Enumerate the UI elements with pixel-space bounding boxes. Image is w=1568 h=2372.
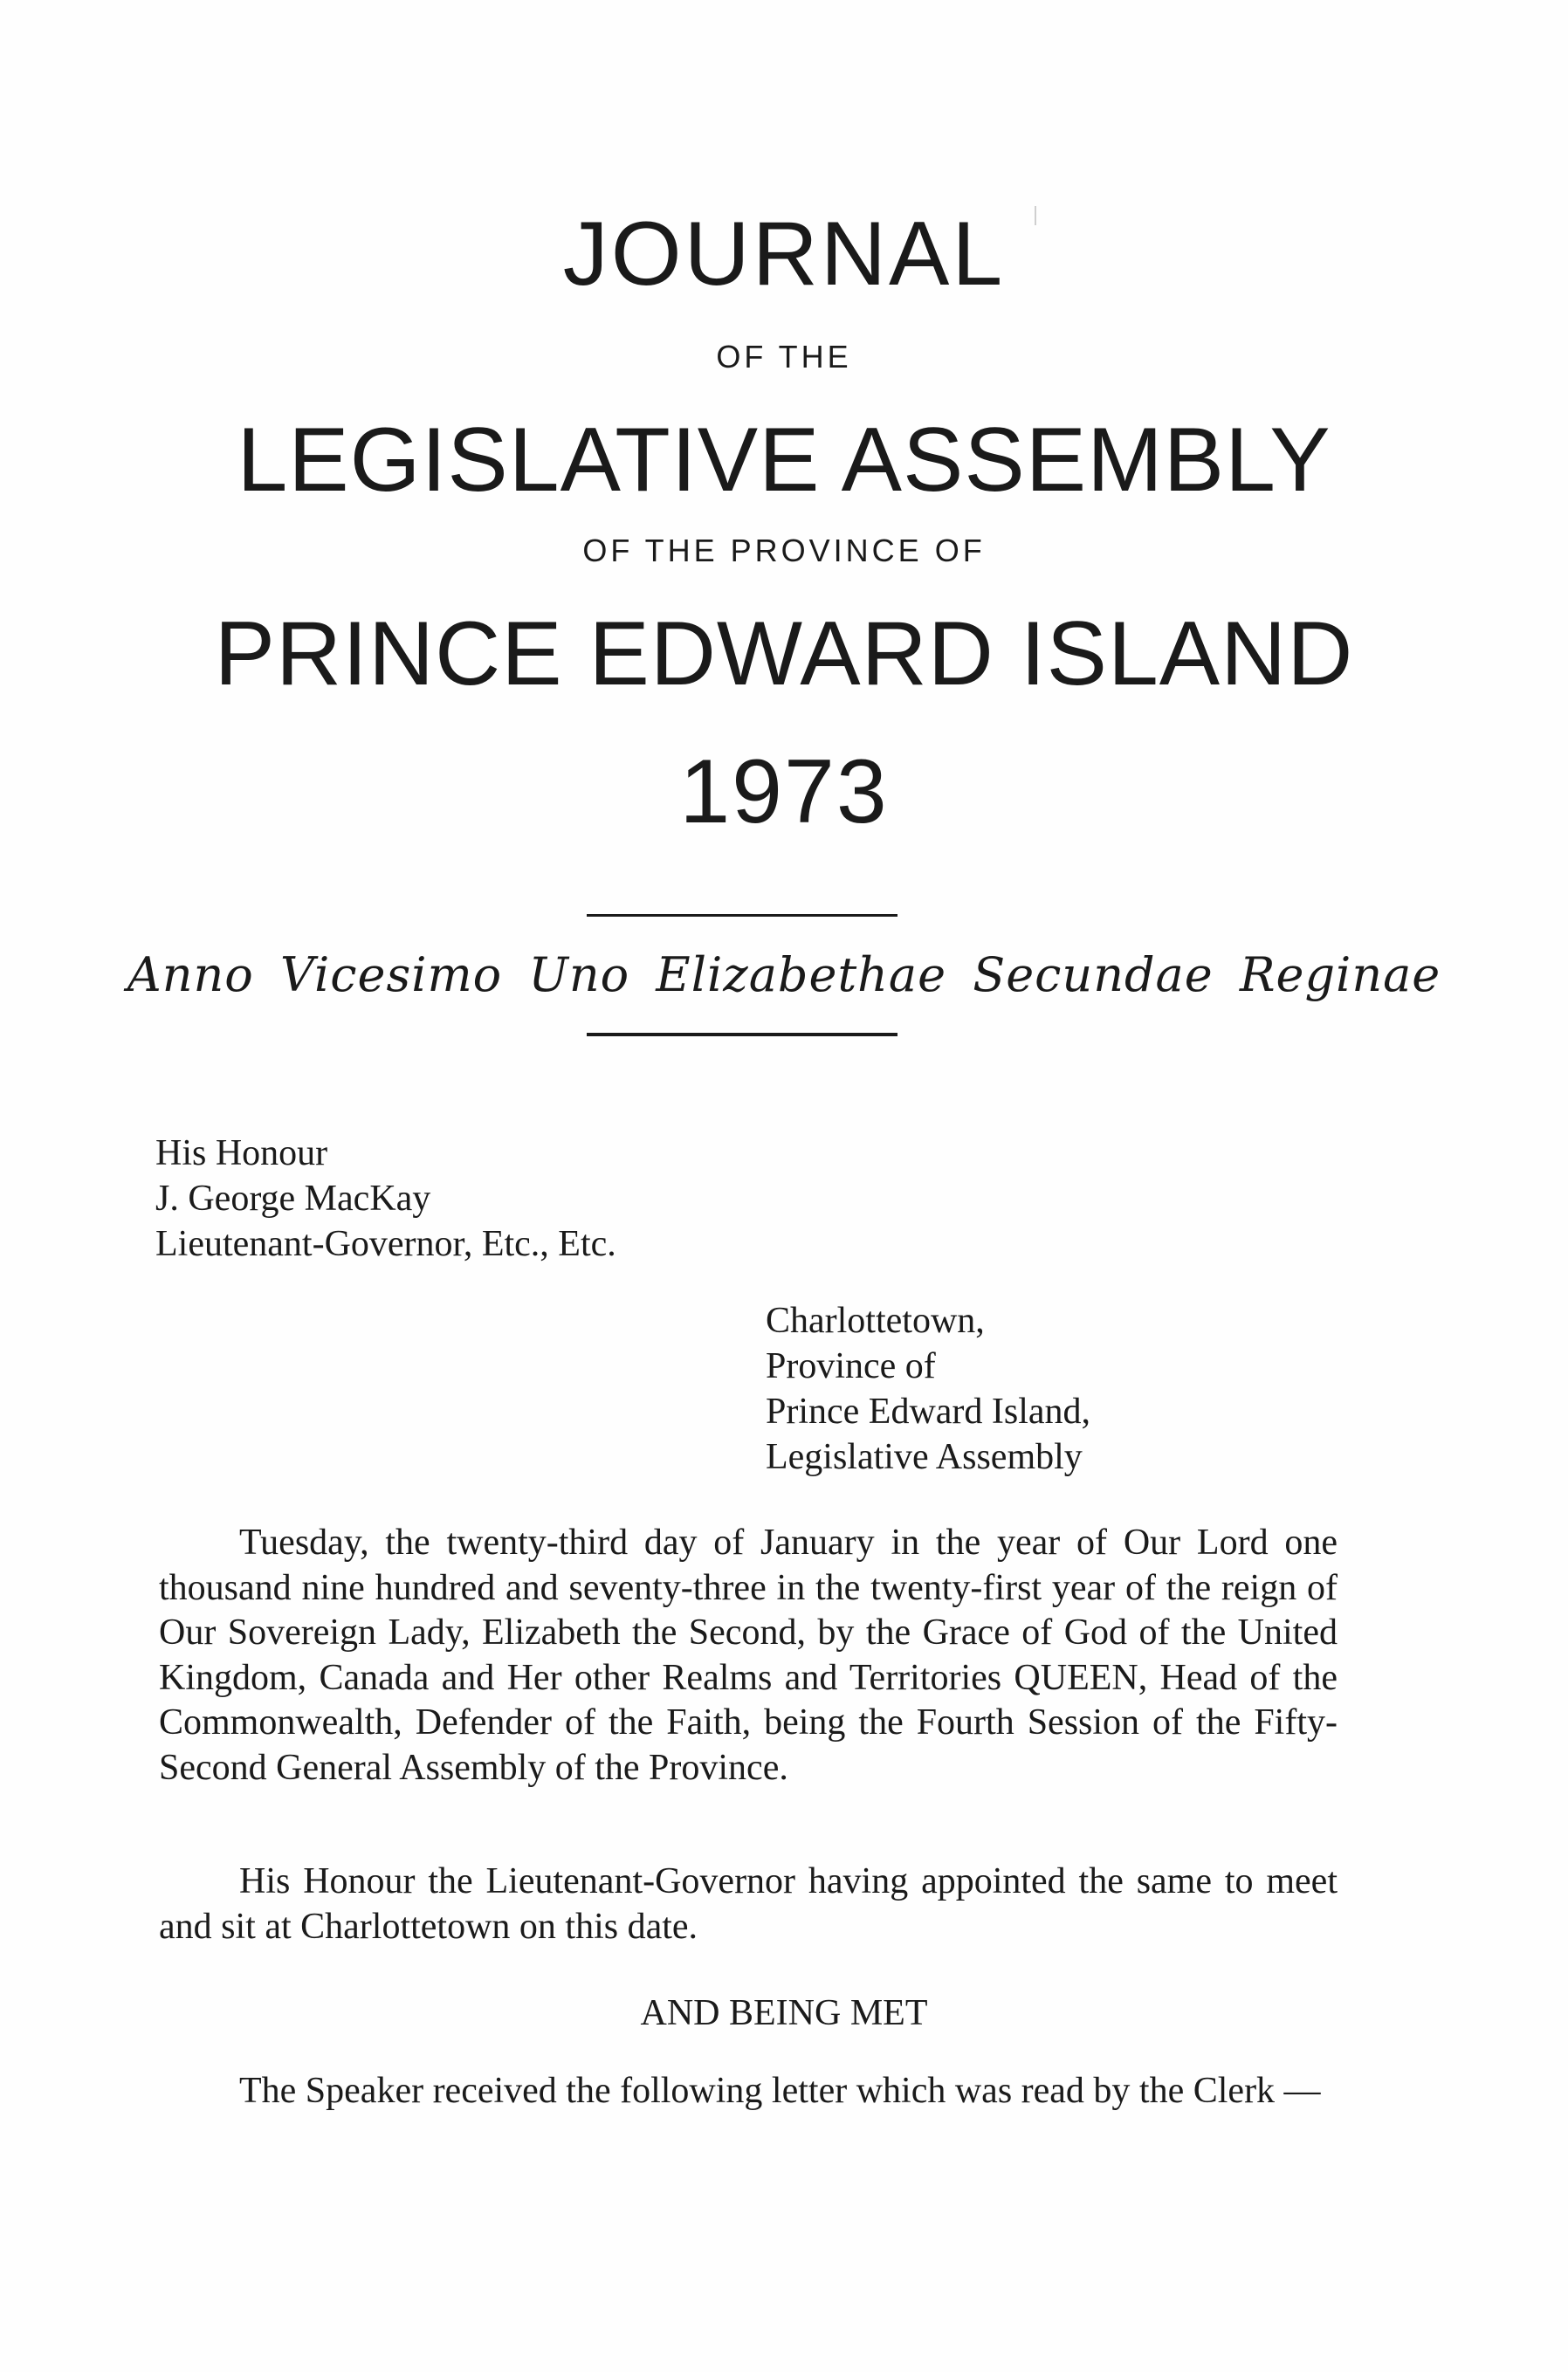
place-line-3: Prince Edward Island, xyxy=(766,1392,1091,1432)
appointment-paragraph-text: His Honour the Lieutenant-Governor having appointed the same to meet and sit at Charlottetown on this date. xyxy=(159,1861,1338,1947)
addressee-block xyxy=(155,1131,616,1267)
section-heading: AND BEING MET xyxy=(640,1993,928,2033)
year-title: 1973 xyxy=(679,741,889,842)
opening-paragraph xyxy=(159,1521,1338,1791)
of-the-province-of-label: OF THE PROVINCE OF xyxy=(582,533,986,568)
of-the-label: OF THE xyxy=(716,339,852,375)
place-line-2: Province of xyxy=(766,1346,936,1386)
assembly-title: LEGISLATIVE ASSEMBLY xyxy=(237,409,1331,511)
opening-paragraph-text: Tuesday, the twenty-third day of January in the year of Our Lord one thousand nine hundred and seventy-three in the twenty-first year of the reign of Our Sovereign Lady, Elizabeth the Second, by the Grace of God of the United Kingdom, Canada and Her other Realms and Territories QUEEN, Head of the Commonwealth, Defender of the Faith, being the Fourth Session of the Fifty-Second General Assembly of the Province. xyxy=(159,1523,1338,1788)
bottom-rule xyxy=(587,1033,897,1036)
letter-paragraph xyxy=(159,2069,1338,2114)
place-line-4: Legislative Assembly xyxy=(766,1437,1083,1477)
top-rule xyxy=(587,914,897,917)
appointment-paragraph xyxy=(159,1860,1338,1949)
place-line-1: Charlottetown, xyxy=(766,1301,985,1341)
place-block xyxy=(766,1298,1090,1480)
province-title: PRINCE EDWARD ISLAND xyxy=(214,603,1354,705)
addressee-line-3: Lieutenant-Governor, Etc., Etc. xyxy=(155,1224,616,1264)
letter-paragraph-text: The Speaker received the following letter which was read by the Clerk — xyxy=(239,2071,1321,2111)
addressee-line-1: His Honour xyxy=(155,1133,328,1173)
regnal-year-line: Anno Vicesimo Uno Elizabethae Secundae Reginae xyxy=(127,947,1441,1002)
journal-title: JOURNAL xyxy=(562,203,1006,305)
addressee-line-2: J. George MacKay xyxy=(155,1179,431,1219)
